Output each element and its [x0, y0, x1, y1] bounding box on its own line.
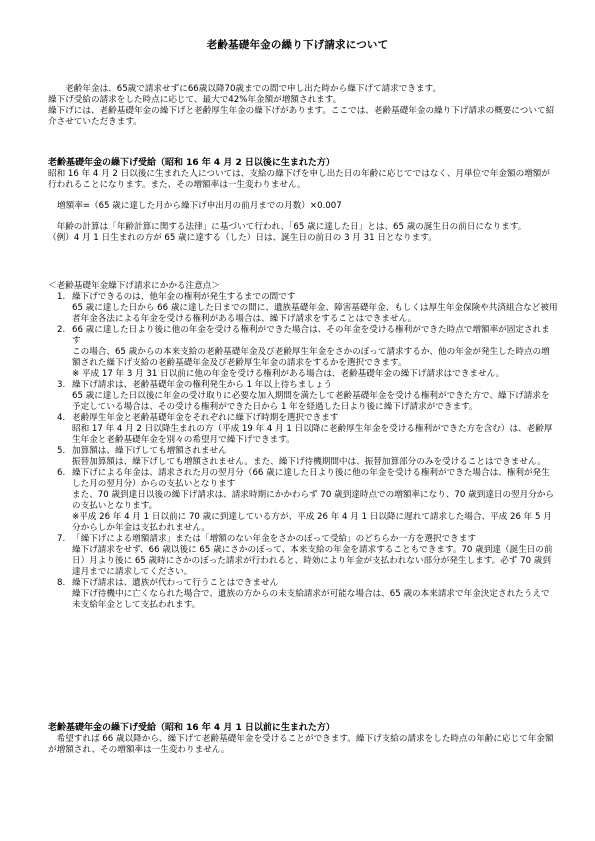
- note-item: [48, 292, 558, 325]
- notes-list: [48, 292, 558, 611]
- note-number: 2.: [57, 325, 66, 335]
- intro-block: [48, 84, 558, 128]
- note-body: 繰下げ請求をせず、66 歳以後に 65 歳にさかのぼって、本来支給の年金を請求することもできます。70 歳到達（誕生日の前日）月より後に 65 歳時にさかのぼった請求が行われると、時効により年金が支払われない部分が発生します。必ず 70 歳到達月までに請求してください。: [72, 545, 553, 577]
- note-body: 65 歳に達した日から 66 歳に達した日までの間に、遺族基礎年金、障害基礎年金、もしくは厚生年金保険や共済組合など被用者年金各法による年金を受ける権利がある場合は、繰下げ請求をすることはできません。: [72, 303, 558, 324]
- notes-heading: ＜老齢基礎年金繰下げ請求にかかる注意点＞: [48, 281, 220, 291]
- intro-line: 繰下げ受給の請求をした時点に応じて、最大で42%年金額が増額されます。: [48, 95, 342, 105]
- note-item: [48, 413, 558, 446]
- note-number: 7.: [57, 534, 66, 544]
- note-title: 繰下げ請求は、老齢基礎年金の権利発生から 1 年以上待ちましょう: [72, 380, 333, 390]
- note-title: 繰下げできるのは、他年金の権利が発生するまでの間です: [72, 292, 296, 302]
- note-title: 老齢厚生年金と老齢基礎年金をそれぞれに繰下げ時期を選択できます: [72, 413, 339, 423]
- note-item: [48, 468, 558, 534]
- note-number: 6.: [57, 468, 66, 478]
- note-number: 8.: [57, 578, 66, 588]
- intro-line: 繰下げには、老齢基礎年金の繰下げと老齢厚生年金の繰下げがあります。ここでは、老齢基礎年金の繰り下げ請求の概要について紹介させていただきます。: [48, 106, 555, 127]
- note-subnote: ※ 平成 17 年 3 月 31 日以前に他の年金を受ける権利がある場合は、老齢基礎年金の繰下げ請求はできません。: [72, 369, 505, 379]
- section-heading: 老齢基礎年金の繰下げ受給（昭和 16 年 4 月 2 日以後に生まれた方）: [48, 158, 335, 168]
- note-subnote: ※平成 26 年 4 月 1 日以前に 70 歳に到達している方が、平成 26 年 4 月 1 日以降に遅れて請求した場合、平成 26 年 5 月分からしか年金は支払われません。: [72, 512, 552, 533]
- note-number: 1.: [57, 292, 66, 302]
- note-title: 繰下げ請求は、遺族が代わって行うことはできません: [72, 578, 279, 588]
- note-title: 繰下げによる年金は、請求された月の翌月分（66 歳に達した日より後に他の年金を受ける権利ができた場合は、権利が発生した月の翌月分）からの支払いとなります: [72, 468, 550, 489]
- note-item: [48, 325, 558, 380]
- note-body: 繰下げ待機中に亡くなられた場合で、遺族の方からの未支給請求が可能な場合は、65 歳の本来請求で年金決定されたうえで未支給年金として支払われます。: [72, 589, 550, 610]
- age-example: （例）4 月 1 日生まれの方が 65 歳に達する（した）日は、誕生日の前日の 3 月 31 日となります。: [48, 233, 437, 243]
- note-number: 3.: [57, 380, 66, 390]
- section-post-1941: [48, 158, 558, 244]
- note-item: [48, 578, 558, 611]
- note-number: 4.: [57, 413, 66, 423]
- note-item: [48, 534, 558, 578]
- note-item: [48, 446, 558, 468]
- note-number: 5.: [57, 446, 66, 456]
- notes-section: [48, 281, 558, 611]
- section-body: 希望すれば 66 歳以降から、繰下げて老齢基礎年金を受けることができます。繰下げ支給の請求をした時点の年齢に応じて年金額が増額され、その増額率は一生変わりません。: [48, 734, 554, 755]
- note-body: 昭和 17 年 4 月 2 日以降生まれの方（平成 19 年 4 月 1 日以降に老齢厚生年金を受ける権利ができた方を含む）は、老齢厚生年金と老齢基礎年金を別々の希望月で繰下げできます。: [72, 424, 553, 445]
- section-heading: 老齢基礎年金の繰下げ受給（昭和 16 年 4 月 1 日以前に生まれた方）: [48, 723, 335, 733]
- intro-line: 老齢年金は、65歳で請求せずに66歳以降70歳までの間で申し出た時から繰下げて請求できます。: [65, 84, 442, 94]
- note-body: この場合、65 歳からの本来支給の老齢基礎年金及び老齢厚生年金をさかのぼって請求するか、他の年金が発生した時点の増額された繰下げ支給の老齢基礎年金及び老齢厚生年金の請求をするかを選択できます。: [72, 347, 550, 368]
- note-body: 振替加算額は、繰下げしても増額されません。また、繰下げ待機期間中は、振替加算部分のみを受けることはできません。: [72, 457, 546, 467]
- section-pre-1941: [48, 723, 558, 756]
- document-title: 老齢基礎年金の繰り下げ請求について: [206, 39, 389, 51]
- note-body: 65 歳に達した日以後に年金の受け取りに必要な加入期間を満たして老齢基礎年金を受ける権利ができた方で、繰下げ請求を予定している場合は、その受ける権利ができた日から 1 年を経過した日より後に繰下げ請求ができます。: [72, 391, 550, 412]
- section-body: 昭和 16 年 4 月 2 日以後に生まれた人については、支給の繰下げを申し出た日の年齢に応じてではなく、月単位で年金額の増額が行われることになります。また、その増額率は一生変わりません。: [48, 169, 550, 190]
- note-item: [48, 380, 558, 413]
- note-title: 加算額は、繰下げしても増額されません: [72, 446, 227, 456]
- increase-rate-formula: 増額率=（65 歳に達した月から繰下げ申出月の前月までの月数）×0.007: [57, 201, 342, 211]
- note-body: また、70 歳到達日以後の繰下げ請求は、請求時期にかかわらず 70 歳到達時点での増額率になり、70 歳到達日の翌月分からの支払いとなります。: [72, 490, 555, 511]
- note-title: 66 歳に達した日より後に他の年金を受ける権利ができた場合は、その年金を受ける権利ができた時点で増額率が固定されます: [72, 325, 550, 346]
- age-calculation-note: 年齢の計算は「年齢計算に関する法律」に基づいて行われ、「65 歳に達した日」とは、65 歳の誕生日の前日になります。: [56, 222, 527, 232]
- note-title: 「繰下げによる増額請求」または「増額のない年金をさかのぼって受給」のどちらか一方を選択できます: [72, 534, 476, 544]
